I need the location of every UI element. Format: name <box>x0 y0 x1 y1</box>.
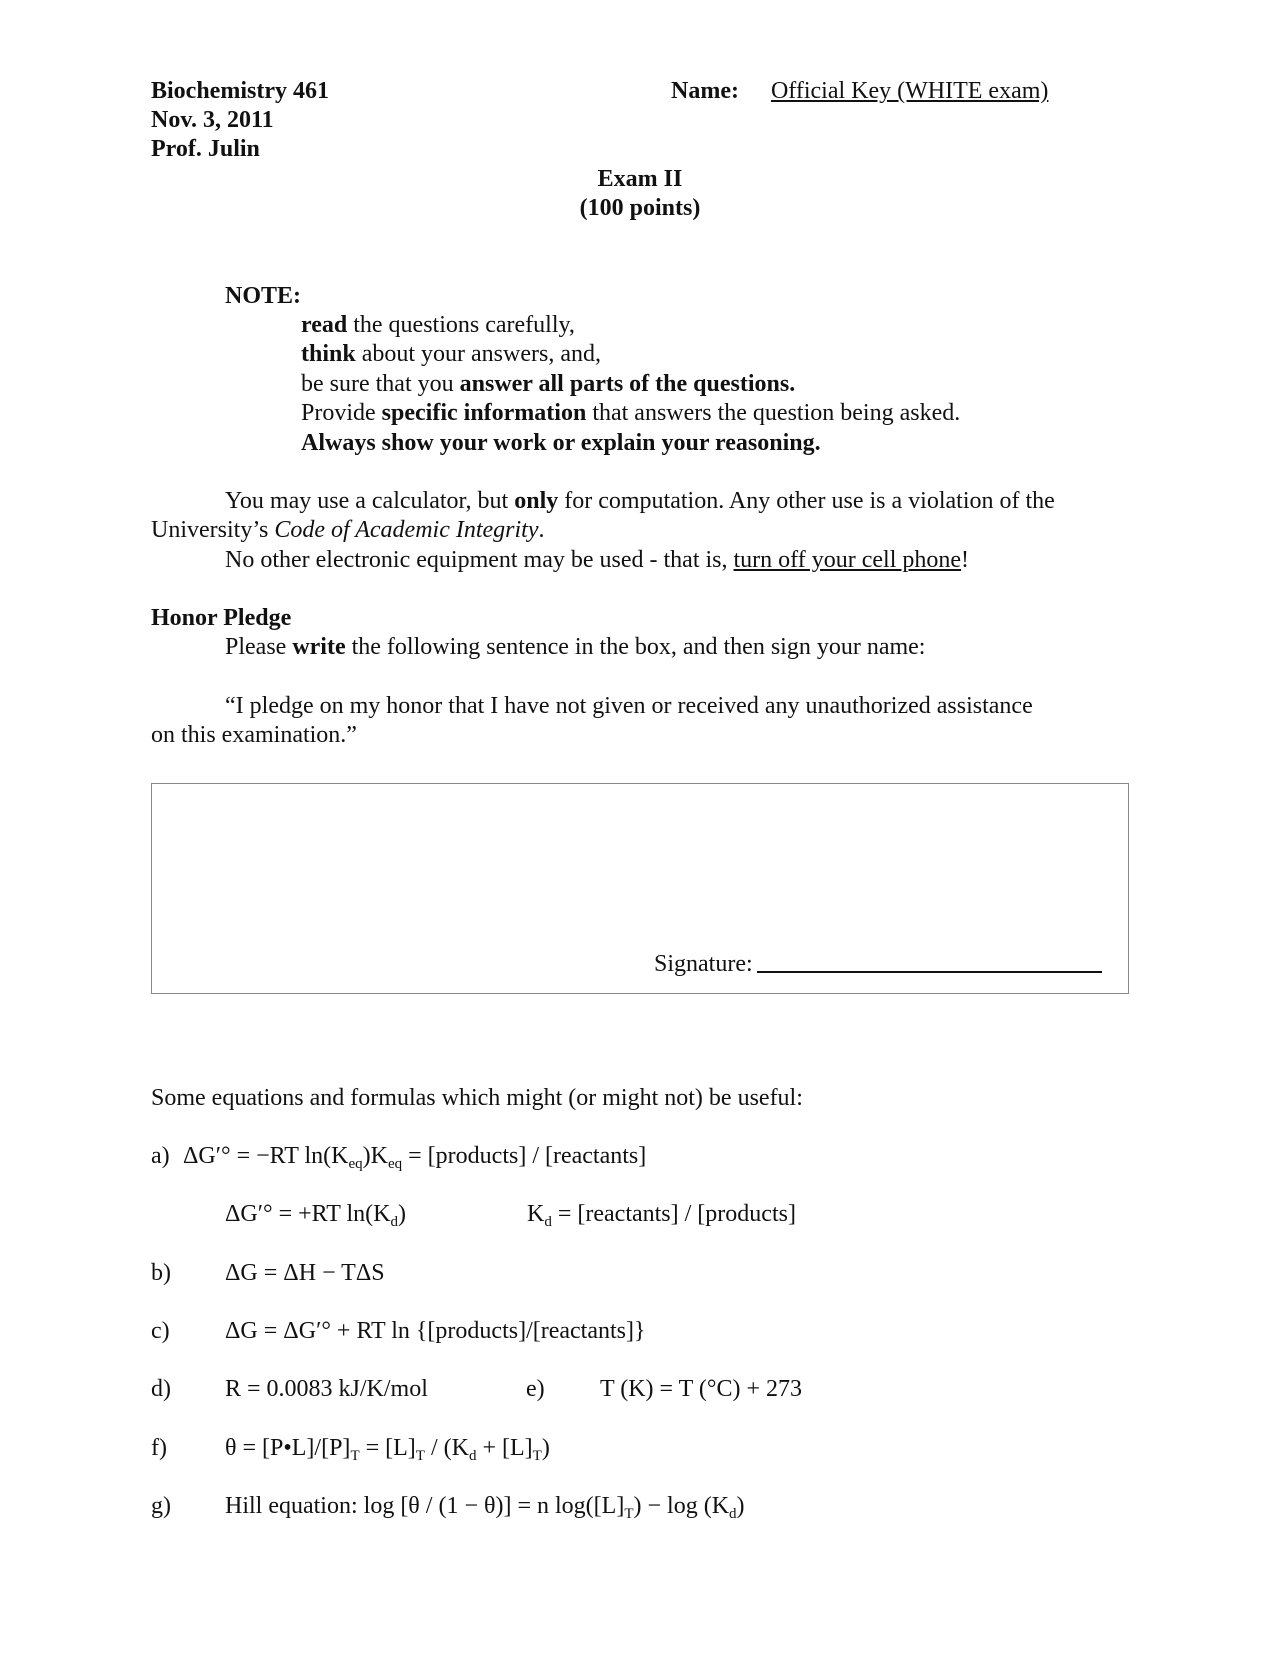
note-line-1 <box>301 311 575 340</box>
pledge-line-2: on this examination.” <box>151 722 357 748</box>
equation-f-part: + [L] <box>476 1435 533 1461</box>
signature-line[interactable] <box>757 971 1102 973</box>
honor-instruction-pre: Please <box>225 634 293 660</box>
name-value: Official Key (WHITE exam) <box>770 78 1049 104</box>
cell-phone-warning: turn off your cell phone <box>733 547 962 573</box>
note-line-3-text: be sure that you <box>301 371 460 397</box>
name-label: Name: <box>671 78 739 104</box>
equation-a-3-sub: d <box>544 1214 552 1230</box>
equation-e: T (K) = T (°C) + 273 <box>600 1376 802 1402</box>
equation-f-sub: T <box>532 1448 542 1464</box>
note-line-3-bold: answer all parts of the questions. <box>459 371 796 397</box>
name-field <box>671 77 1074 106</box>
equation-a-2-part: ) <box>397 1201 406 1227</box>
honor-instruction-rest: the following sentence in the box, and then sign your name: <box>345 634 926 660</box>
equation-b: ΔG = ΔH − TΔS <box>225 1260 385 1286</box>
equation-f-label: f) <box>151 1435 167 1461</box>
note-line-1-bold: read <box>301 312 348 338</box>
equation-f-sub: T <box>415 1448 425 1464</box>
equation-a-2 <box>225 1200 406 1231</box>
equation-g-sub: T <box>624 1506 634 1522</box>
equation-f <box>225 1434 550 1465</box>
calculator-line-1-bold: only <box>514 488 559 514</box>
equation-g-label: g) <box>151 1493 171 1519</box>
course-title: Biochemistry 461 <box>151 78 329 104</box>
equation-d: R = 0.0083 kJ/K/mol <box>225 1376 428 1402</box>
equation-g-sub: d <box>729 1506 737 1522</box>
calculator-line-3-pre: No other electronic equipment may be used - that is, <box>225 547 734 573</box>
equation-a-3-part: K <box>527 1201 545 1227</box>
equation-d-label: d) <box>151 1376 171 1402</box>
note-line-4-bold: specific information <box>381 400 587 426</box>
calculator-line-1-rest: for computation. Any other use is a violation of the <box>558 488 1055 514</box>
equation-g-part: ) <box>736 1493 745 1519</box>
note-line-1-text: the questions carefully, <box>347 312 575 338</box>
exam-date: Nov. 3, 2011 <box>151 107 274 133</box>
note-line-3 <box>301 370 795 399</box>
calculator-line-3 <box>225 546 969 575</box>
honor-instruction-bold: write <box>292 634 346 660</box>
exam-points: (100 points) <box>579 195 701 221</box>
equation-a-3-part: = [reactants] / [products] <box>551 1201 796 1227</box>
equation-a-2-sub: d <box>390 1214 398 1230</box>
equation-a-3 <box>527 1200 796 1231</box>
equation-e-label: e) <box>526 1376 545 1402</box>
note-line-4-rest: that answers the question being asked. <box>586 400 961 426</box>
equations-intro: Some equations and formulas which might (or might not) be useful: <box>151 1085 803 1111</box>
note-line-2 <box>301 340 601 369</box>
equation-c-label: c) <box>151 1318 170 1344</box>
exam-title: Exam II <box>597 166 683 192</box>
honor-pledge-heading: Honor Pledge <box>151 605 292 631</box>
equation-g-part: Hill equation: log [θ / (1 − θ)] = n log([L] <box>225 1493 625 1519</box>
signature-field <box>654 950 1102 979</box>
note-line-5: Always show your work or explain your reasoning. <box>301 430 821 456</box>
equation-f-sub: T <box>350 1448 360 1464</box>
pledge-line-1: “I pledge on my honor that I have not given or received any unauthorized assistance <box>225 693 1033 719</box>
equation-c: ΔG = ΔG′° + RT ln {[products]/[reactants]} <box>225 1318 646 1344</box>
equation-f-part: / (K <box>424 1435 469 1461</box>
calculator-line-3-rest: ! <box>961 547 970 573</box>
note-line-4 <box>301 399 960 428</box>
note-line-4-pre: Provide <box>301 400 382 426</box>
equation-g-part: ) − log (K <box>633 1493 730 1519</box>
equation-a-1 <box>183 1142 646 1173</box>
equation-a-1-sub: eq <box>348 1156 363 1172</box>
equation-a-1-sub: eq <box>387 1156 403 1172</box>
equation-a-1-part: )K <box>362 1143 388 1169</box>
calculator-line-2 <box>151 516 544 545</box>
note-line-2-bold: think <box>301 341 356 367</box>
equation-f-sub: d <box>468 1448 477 1464</box>
equation-a-2-part: ΔG′° = +RT ln(K <box>225 1201 391 1227</box>
equation-a-1-part: = [products] / [reactants] <box>402 1143 647 1169</box>
equation-g <box>225 1492 745 1523</box>
note-line-2-text: about your answers, and, <box>355 341 601 367</box>
professor-name: Prof. Julin <box>151 136 260 162</box>
equation-b-label: b) <box>151 1260 171 1286</box>
honor-instruction <box>225 633 925 662</box>
equation-a-1-part: ΔG′° = −RT ln(K <box>183 1143 349 1169</box>
calculator-line-1 <box>225 487 1055 516</box>
equation-f-part: θ = [P•L]/[P] <box>225 1435 351 1461</box>
academic-integrity-code: Code of Academic Integrity <box>274 517 539 543</box>
note-heading: NOTE: <box>225 283 302 309</box>
equation-f-part: ) <box>541 1435 550 1461</box>
signature-label: Signature: <box>654 951 753 977</box>
equation-a-label: a) <box>151 1143 170 1169</box>
calculator-line-2-rest: . <box>538 517 545 543</box>
calculator-line-2-pre: University’s <box>151 517 275 543</box>
calculator-line-1-pre: You may use a calculator, but <box>225 488 515 514</box>
equation-f-part: = [L] <box>359 1435 416 1461</box>
